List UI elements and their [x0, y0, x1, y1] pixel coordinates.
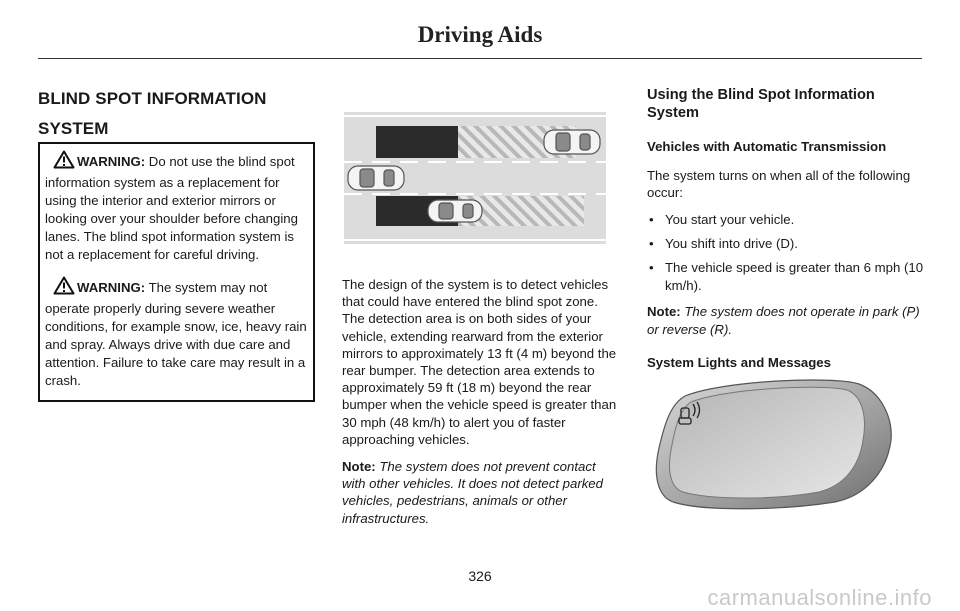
page-title: Driving Aids	[417, 22, 543, 47]
watermark: carmanualsonline.info	[707, 585, 932, 610]
car-icon	[348, 166, 404, 190]
warning-box	[38, 142, 315, 402]
conditions-list	[647, 211, 927, 295]
list-item: • You start your vehicle.	[649, 212, 795, 228]
list-item: • You shift into drive (D).	[649, 236, 798, 252]
heading-line-1: BLIND SPOT INFORMATION	[38, 89, 267, 108]
note-paragraph	[342, 458, 620, 527]
car-icon	[428, 200, 482, 222]
list-item: • The vehicle speed is greater than 6 mph (10 km/h).	[649, 260, 924, 294]
note-text: The system does not prevent contact with other vehicles. It does not detect parked vehicles, pedestrians, animals or other infrastructures.	[342, 459, 603, 526]
warning-label: WARNING:	[77, 280, 146, 295]
warning-triangle-icon	[53, 150, 75, 174]
warning-2	[45, 276, 311, 390]
warning-triangle-icon	[53, 276, 75, 300]
warning-text: Do not use the blind spot information system as a replacement for using the interior and exterior mirrors or looking over your shoulder before changing lanes. The blind spot information system is not a replacement for careful driving.	[45, 154, 298, 262]
warning-text: The system may not operate properly during severe weather conditions, for example snow, ice, heavy rain and spray. Always drive with due care and attention. Failure to take care may result in a crash.	[45, 280, 307, 388]
intro-paragraph: The system turns on when all of the following occur:	[647, 168, 911, 201]
detection-paragraph: The design of the system is to detect vehicles that could have entered the blind spot zone. The detection area is on both sides of your vehicle, extending rearward from the exterior mirrors to approximately 13 ft (4 m) beyond the rear bumper. The detection area extends to approximately 59 ft (18 m) beyond the rear bumper when the vehicle speed is greater than 30 mph (48 km/h) to alert you of faster approaching vehicles.	[342, 277, 617, 447]
using-heading: Using the Blind Spot Information System	[647, 87, 875, 121]
right-column	[647, 86, 927, 383]
car-icon	[544, 130, 600, 154]
heading-line-2: SYSTEM	[38, 119, 109, 138]
note-paragraph	[647, 303, 927, 337]
note-label: Note:	[342, 459, 376, 475]
warning-1	[45, 150, 311, 264]
note-text: The system does not operate in park (P) or reverse (R).	[647, 304, 920, 337]
title-rule	[38, 58, 922, 59]
warning-label: WARNING:	[77, 154, 146, 169]
transmission-heading: Vehicles with Automatic Transmission	[647, 139, 887, 154]
section-heading	[38, 86, 314, 141]
page-number: 326	[468, 568, 492, 584]
left-column	[38, 86, 314, 141]
middle-column	[342, 276, 620, 537]
note-label: Note:	[647, 304, 681, 320]
lights-heading: System Lights and Messages	[647, 354, 831, 370]
blind-spot-diagram	[344, 112, 606, 244]
side-mirror-icon	[655, 378, 895, 510]
